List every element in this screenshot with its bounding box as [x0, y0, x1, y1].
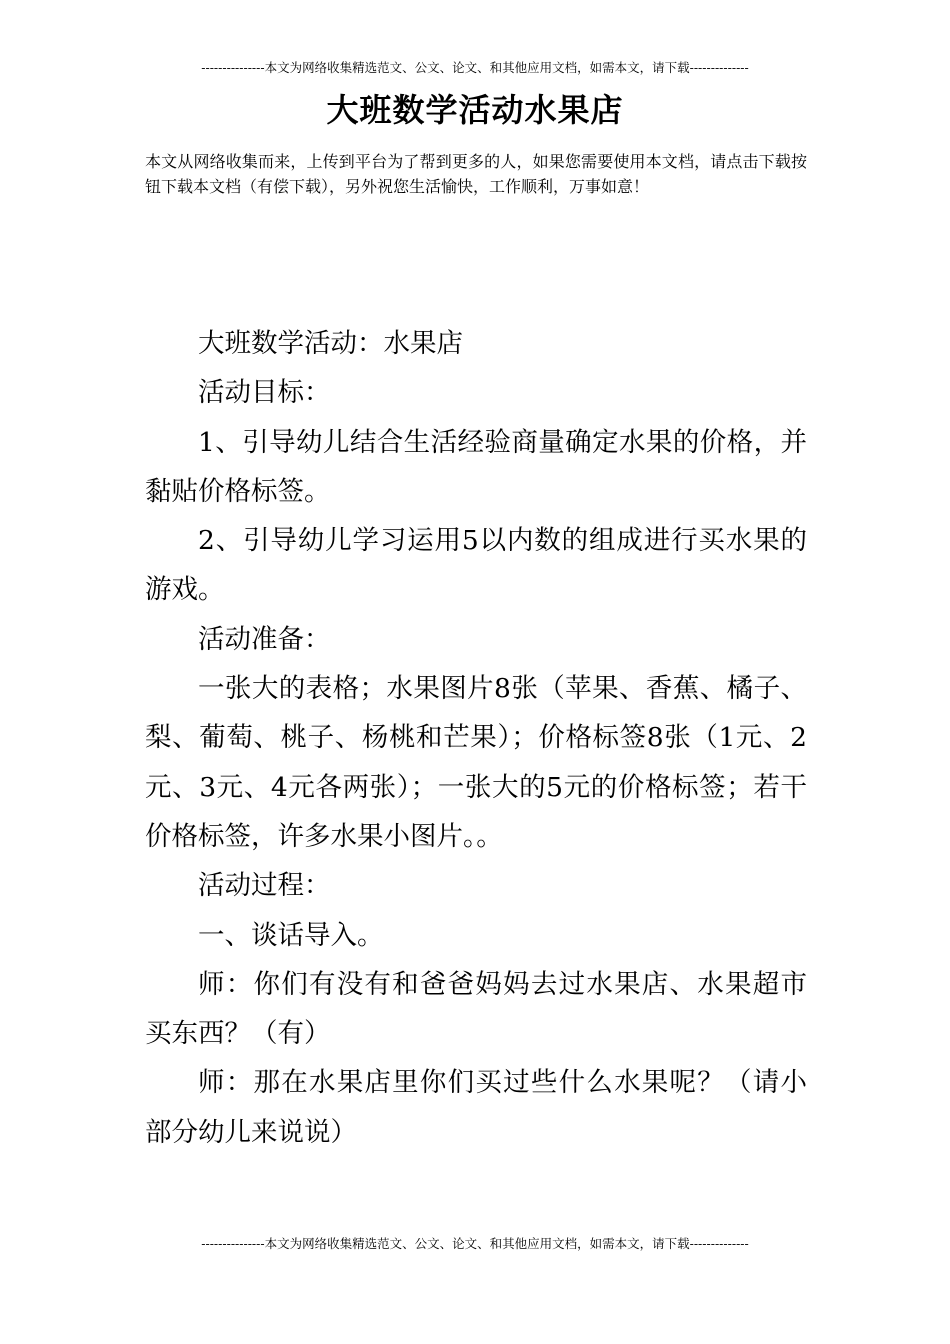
document-body: [145, 319, 807, 1157]
disclaimer-text: 本文从网络收集而来，上传到平台为了帮到更多的人，如果您需要使用本文档，请点击下载按钮下载本文档（有偿下载），另外祝您生活愉快，工作顺利，万事如意！: [145, 152, 807, 196]
paragraph-heading: 大班数学活动：水果店: [198, 328, 463, 359]
paragraph-goal-1: 1、引导幼儿结合生活经验商量确定水果的价格，并黏贴价格标签。: [145, 426, 807, 507]
paragraph-dialogue-2: 师：那在水果店里你们买过些什么水果呢？（请小部分幼儿来说说）: [145, 1067, 807, 1148]
paragraph-step-1: 一、谈话导入。: [198, 919, 384, 951]
header-banner: ---------------本文为网络收集精选范文、公文、论文、和其他应用文档，如需本文，请下载--------------: [201, 60, 749, 75]
paragraph-prep-label: 活动准备：: [198, 623, 331, 655]
paragraph-process-label: 活动过程：: [198, 870, 331, 902]
paragraph-goals-label: 活动目标：: [198, 377, 331, 409]
paragraph-dialogue-1: 师：你们有没有和爸爸妈妈去过水果店、水果超市买东西？（有）: [145, 968, 807, 1050]
paragraph-prep-content: 一张大的表格；水果图片8张（苹果、香蕉、橘子、梨、葡萄、桃子、杨桃和芒果）；价格标签8张（1元、2元、3元、4元各两张）；一张大的5元的价格标签；若干价格标签，许多水果小图片。。: [145, 673, 807, 852]
paragraph-goal-2: 2、引导幼儿学习运用5以内数的组成进行买水果的游戏。: [145, 525, 807, 606]
footer-banner: ---------------本文为网络收集精选范文、公文、论文、和其他应用文档，如需本文，请下载--------------: [201, 1236, 749, 1251]
document-title: 大班数学活动水果店: [326, 91, 624, 129]
